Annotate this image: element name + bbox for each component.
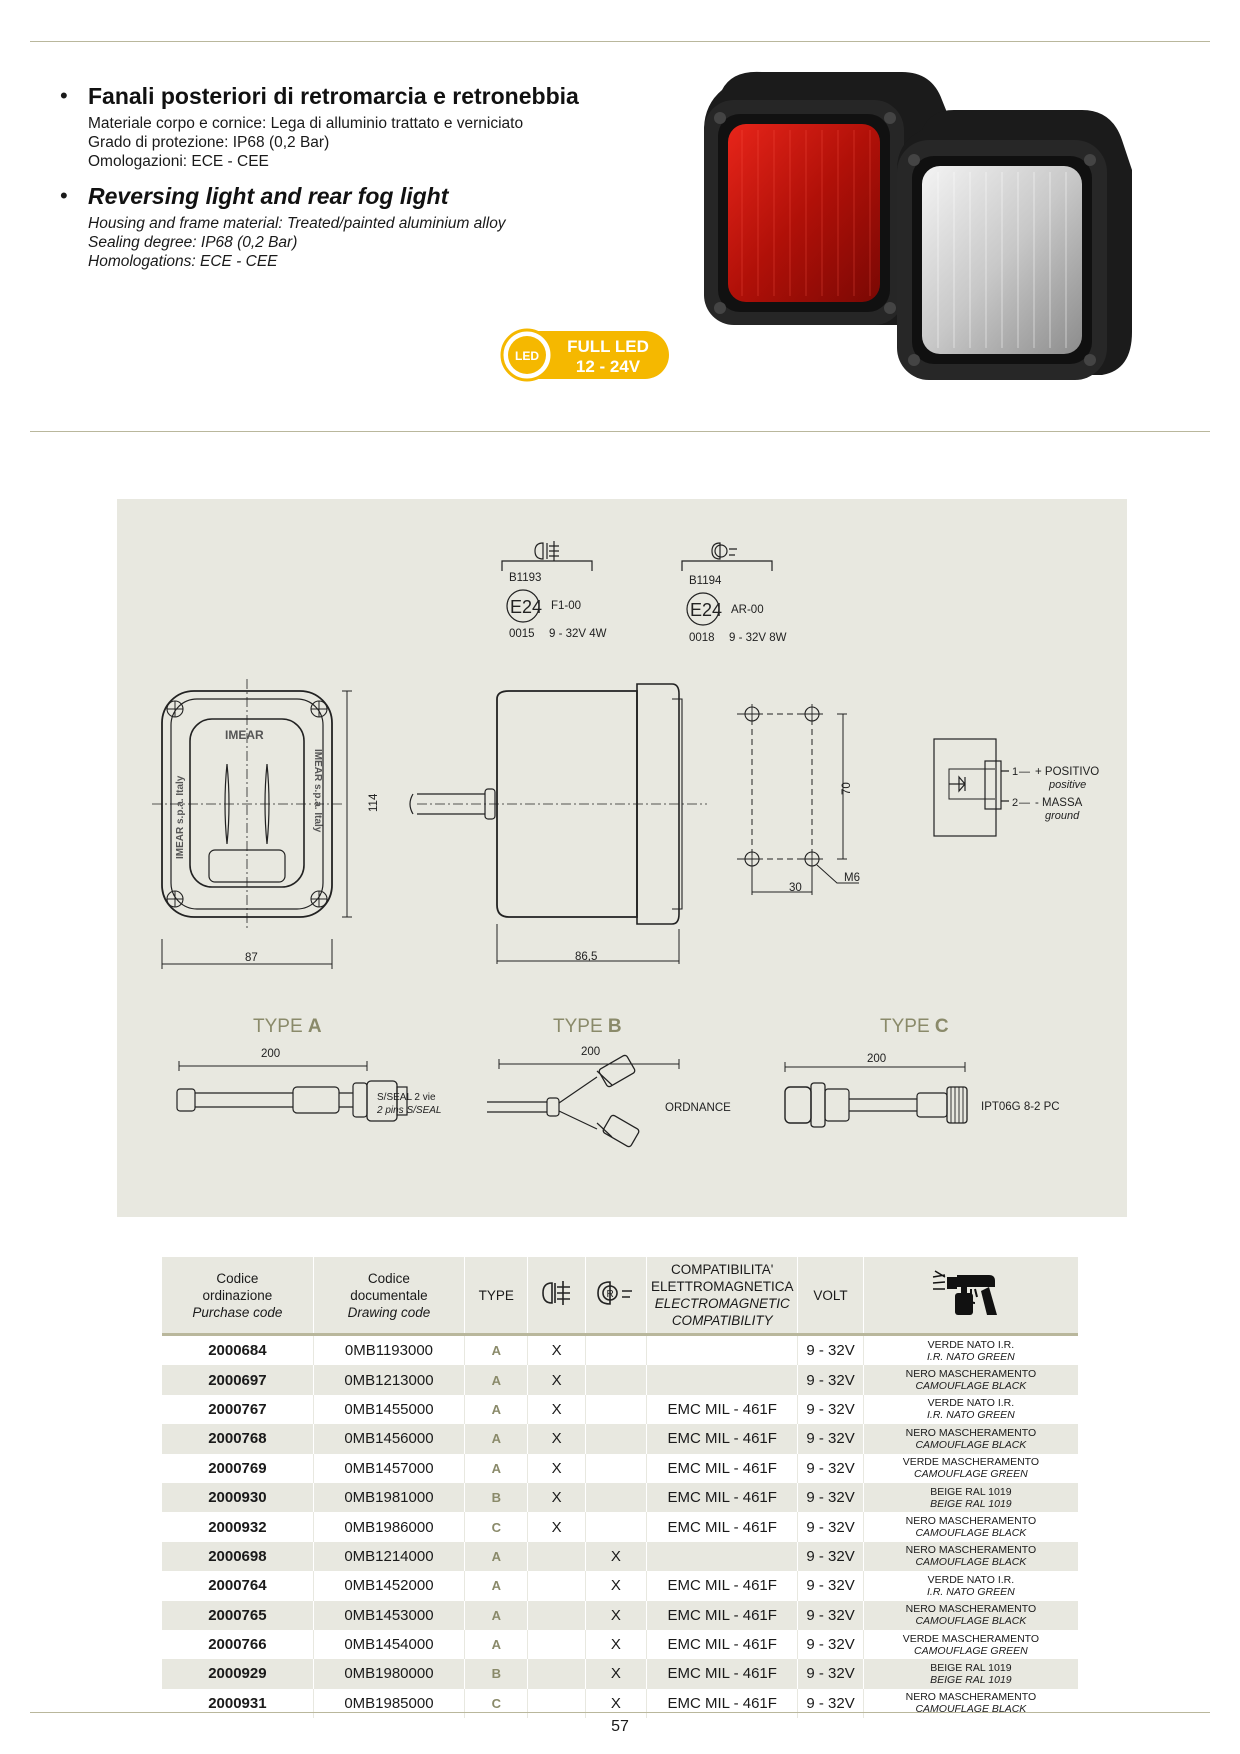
drawing-code: 0MB1980000: [313, 1659, 464, 1688]
volt-cell: 9 - 32V: [798, 1365, 863, 1394]
color-cell: BEIGE RAL 1019 BEIGE RAL 1019: [863, 1483, 1078, 1512]
spec-line-en: Homologations: ECE - CEE: [88, 253, 278, 270]
emc-cell: EMC MIL - 461F: [647, 1659, 798, 1688]
fog-cell: X: [528, 1483, 585, 1512]
type-cell: A: [465, 1630, 528, 1659]
svg-text:R: R: [606, 1289, 614, 1300]
drawing-code: 0MB1985000: [313, 1689, 464, 1718]
color-cell: VERDE NATO I.R. I.R. NATO GREEN: [863, 1571, 1078, 1600]
led-icon: LED: [515, 349, 539, 363]
dim-width: 87: [245, 952, 258, 964]
fog-cell: [528, 1689, 585, 1718]
table-row: [162, 1335, 1078, 1366]
purchase-code: 2000764: [208, 1577, 267, 1595]
page-number: 57: [611, 1718, 629, 1735]
e-mark: E24: [510, 597, 543, 617]
volt-cell: 9 - 32V: [798, 1454, 863, 1483]
dim-screw: M6: [844, 872, 860, 884]
header-color: [863, 1257, 1078, 1335]
side-view-drawing: [410, 684, 707, 964]
table-row: [162, 1601, 1078, 1630]
homolog-rule: AR-00: [731, 604, 764, 616]
emc-cell: EMC MIL - 461F: [647, 1601, 798, 1630]
volt-cell: 9 - 32V: [798, 1512, 863, 1541]
fog-cell: [528, 1659, 585, 1688]
drawing-code: 0MB1214000: [313, 1542, 464, 1571]
drawing-code: 0MB1456000: [313, 1424, 464, 1453]
drawing-code: 0MB1454000: [313, 1630, 464, 1659]
purchase-code: 2000929: [162, 1659, 313, 1688]
connector-it: S/SEAL 2 vie: [377, 1092, 436, 1103]
reverse-cell: X: [585, 1630, 646, 1659]
emc-cell: EMC MIL - 461F: [647, 1395, 798, 1424]
header-reverse: [585, 1257, 646, 1335]
title-it: Fanali posteriori di retromarcia e retronebbia: [88, 83, 579, 109]
color-cell: NERO MASCHERAMENTO CAMOUFLAGE BLACK: [863, 1542, 1078, 1571]
header-fog: [528, 1257, 585, 1335]
type-cell: A: [465, 1571, 528, 1600]
side-text-left: IMEAR s.p.a. Italy: [175, 775, 186, 859]
table-row: [162, 1689, 1078, 1718]
fog-light-icon: [547, 541, 559, 561]
reverse-cell: X: [585, 1542, 646, 1571]
table-row: [162, 1395, 1078, 1424]
color-cell: VERDE MASCHERAMENTO CAMOUFLAGE GREEN: [863, 1454, 1078, 1483]
drawing-code: 0MB1213000: [313, 1365, 464, 1394]
title-en-block: [60, 183, 680, 271]
fog-cell: [528, 1630, 585, 1659]
emc-cell: EMC MIL - 461F: [647, 1571, 798, 1600]
volt-cell: 9 - 32V: [798, 1630, 863, 1659]
title-en: Reversing light and rear fog light: [88, 183, 449, 209]
connector-en: 2 pins S/SEAL: [377, 1105, 442, 1116]
purchase-code: 2000684: [208, 1342, 267, 1360]
volt-cell: 9 - 32V: [798, 1483, 863, 1512]
purchase-code: 2000698: [162, 1542, 313, 1571]
pin-number: 2: [1012, 797, 1019, 809]
badge-line1: FULL LED: [567, 337, 649, 356]
table-header-row: [162, 1257, 1078, 1335]
fog-cell: X: [528, 1335, 585, 1366]
volt-cell: 9 - 32V: [798, 1424, 863, 1453]
drawing-code: 0MB1455000: [313, 1395, 464, 1424]
front-view-drawing: [152, 679, 380, 969]
homolog-num: 0015: [509, 628, 535, 640]
volt-cell: 9 - 32V: [798, 1542, 863, 1571]
pin-label-en: positive: [1049, 779, 1087, 791]
emc-cell: EMC MIL - 461F: [647, 1454, 798, 1483]
drawing-code: 0MB1986000: [313, 1512, 464, 1541]
type-c-drawing: [785, 1053, 1060, 1127]
fog-cell: X: [528, 1512, 585, 1541]
table-row: [162, 1454, 1078, 1483]
spec-line-en: Housing and frame material: Treated/painted aluminium alloy: [88, 215, 506, 232]
color-cell: VERDE NATO I.R. I.R. NATO GREEN: [863, 1395, 1078, 1424]
table-row: [162, 1483, 1078, 1512]
header-drawing-code: Codice documentale Drawing code: [313, 1257, 464, 1335]
type-cell: A: [465, 1335, 528, 1366]
white-lamp-image: [897, 110, 1132, 380]
e-mark: E24: [690, 600, 723, 620]
volt-cell: 9 - 32V: [798, 1659, 863, 1688]
reverse-cell: X: [585, 1601, 646, 1630]
fog-cell: X: [528, 1454, 585, 1483]
table-row: [162, 1542, 1078, 1571]
type-b-label: TYPE B: [553, 1016, 622, 1037]
fog-light-icon: [540, 1279, 574, 1307]
type-cell: A: [465, 1454, 528, 1483]
emc-cell: [647, 1335, 798, 1366]
purchase-code: 2000767: [208, 1400, 267, 1418]
color-cell: NERO MASCHERAMENTO CAMOUFLAGE BLACK: [863, 1689, 1078, 1718]
full-led-badge: [500, 328, 670, 382]
drawing-code: 0MB1452000: [313, 1571, 464, 1600]
spec-line-it: Materiale corpo e cornice: Lega di alluminio trattato e verniciato: [88, 115, 524, 132]
dim-depth: 86,5: [575, 951, 598, 963]
type-cell: B: [465, 1659, 528, 1688]
dim-height: 114: [368, 793, 380, 812]
table-row: [162, 1659, 1078, 1688]
technical-drawing-panel: [117, 499, 1127, 1217]
emc-cell: EMC MIL - 461F: [647, 1424, 798, 1453]
purchase-code: 2000932: [208, 1518, 267, 1536]
table-row: [162, 1512, 1078, 1541]
header-type: TYPE: [465, 1257, 528, 1335]
type-cell: A: [465, 1395, 528, 1424]
reverse-cell: [585, 1365, 646, 1394]
connector-label: ORDNANCE: [665, 1102, 731, 1114]
type-a-drawing: [177, 1048, 441, 1121]
badge-line2: 12 - 24V: [575, 357, 641, 376]
type-cell: C: [465, 1689, 528, 1718]
title-it-block: [60, 83, 680, 171]
purchase-code: 2000768: [162, 1424, 313, 1453]
emc-cell: EMC MIL - 461F: [647, 1630, 798, 1659]
type-cell: A: [465, 1365, 528, 1394]
fog-cell: X: [528, 1365, 585, 1394]
emc-cell: [647, 1542, 798, 1571]
type-a-label: TYPE A: [253, 1016, 322, 1037]
spec-line-en: Sealing degree: IP68 (0,2 Bar): [88, 234, 298, 251]
spec-line-it: Grado di protezione: IP68 (0,2 Bar): [88, 134, 330, 151]
hole-pattern-drawing: [737, 704, 860, 895]
drawing-code: 0MB1981000: [313, 1483, 464, 1512]
fog-cell: [528, 1601, 585, 1630]
emc-cell: EMC MIL - 461F: [647, 1512, 798, 1541]
bottom-rule: [30, 1712, 1210, 1713]
wiring-schematic: [934, 739, 1099, 836]
type-cell: C: [465, 1512, 528, 1541]
type-cell: B: [465, 1483, 528, 1512]
reverse-light-icon: [596, 1279, 636, 1307]
spec-line-it: Omologazioni: ECE - CEE: [88, 153, 269, 170]
color-cell: NERO MASCHERAMENTO CAMOUFLAGE BLACK: [863, 1424, 1078, 1453]
homolog-code: B1194: [689, 575, 722, 587]
fog-cell: [528, 1571, 585, 1600]
table-row: [162, 1630, 1078, 1659]
reverse-light-icon: [715, 545, 727, 557]
reverse-cell: [585, 1512, 646, 1541]
bullet: •: [60, 83, 68, 108]
volt-cell: 9 - 32V: [798, 1689, 863, 1718]
fog-cell: X: [528, 1424, 585, 1453]
cable-length: 200: [581, 1046, 601, 1058]
bullet: •: [60, 183, 68, 208]
type-letter: B: [607, 1016, 622, 1037]
header-block: [60, 83, 680, 271]
dim-hole-h: 30: [789, 882, 802, 894]
reverse-cell: X: [585, 1659, 646, 1688]
dim-hole-v: 70: [841, 782, 853, 795]
table-body: [162, 1335, 1078, 1719]
pin-number: 1: [1012, 766, 1019, 778]
header-emc: COMPATIBILITA' ELETTROMAGNETICA ELECTROMAGNETIC COMPATIBILITY: [647, 1257, 798, 1335]
pin-label-en: ground: [1045, 810, 1080, 822]
pin-label-it: - MASSA: [1035, 797, 1083, 809]
purchase-code: 2000769: [208, 1459, 267, 1477]
emc-cell: EMC MIL - 461F: [647, 1483, 798, 1512]
fog-cell: [528, 1542, 585, 1571]
volt-cell: 9 - 32V: [798, 1395, 863, 1424]
type-cell: A: [465, 1542, 528, 1571]
type-b-drawing: [487, 1046, 731, 1148]
color-cell: BEIGE RAL 1019 BEIGE RAL 1019: [863, 1659, 1078, 1688]
reverse-cell: [585, 1424, 646, 1453]
homolog-code: B1193: [509, 572, 542, 584]
table-row: [162, 1424, 1078, 1453]
cable-length: 200: [867, 1053, 887, 1065]
top-rule: [30, 41, 1210, 42]
svg-text:—: —: [1019, 766, 1030, 778]
type-letter: C: [934, 1016, 949, 1037]
homolog-spec: 9 - 32V 4W: [549, 628, 607, 640]
type-cell: A: [465, 1601, 528, 1630]
connector-label: IPT06G 8-2 PC: [981, 1101, 1060, 1113]
purchase-code: 2000766: [208, 1636, 267, 1654]
spray-gun-icon: [931, 1265, 1011, 1321]
drawing-code: 0MB1453000: [313, 1601, 464, 1630]
reverse-cell: X: [585, 1571, 646, 1600]
volt-cell: 9 - 32V: [798, 1571, 863, 1600]
svg-text:—: —: [1019, 797, 1030, 809]
table-row: [162, 1365, 1078, 1394]
reverse-cell: [585, 1454, 646, 1483]
color-cell: VERDE MASCHERAMENTO CAMOUFLAGE GREEN: [863, 1630, 1078, 1659]
homolog-spec: 9 - 32V 8W: [729, 632, 787, 644]
emc-cell: EMC MIL - 461F: [647, 1689, 798, 1718]
reverse-cell: [585, 1335, 646, 1366]
color-cell: VERDE NATO I.R. I.R. NATO GREEN: [863, 1335, 1078, 1366]
emc-cell: [647, 1365, 798, 1394]
side-text-right: IMEAR s.p.a. Italy: [312, 749, 323, 833]
reverse-cell: X: [585, 1689, 646, 1718]
drawing-code: 0MB1193000: [313, 1335, 464, 1366]
purchase-code: 2000765: [162, 1601, 313, 1630]
homolog-rule: F1-00: [551, 600, 582, 612]
front-brand: IMEAR: [225, 728, 264, 742]
homologation-fog: [502, 541, 607, 640]
type-cell: A: [465, 1424, 528, 1453]
drawing-code: 0MB1457000: [313, 1454, 464, 1483]
product-photo: [692, 70, 1152, 390]
middle-rule: [30, 431, 1210, 432]
type-letter: A: [307, 1016, 322, 1037]
fog-cell: X: [528, 1395, 585, 1424]
purchase-code: 2000931: [208, 1694, 267, 1712]
homologation-reverse: [682, 543, 787, 644]
color-cell: NERO MASCHERAMENTO CAMOUFLAGE BLACK: [863, 1601, 1078, 1630]
header-purchase-code: Codice ordinazione Purchase code: [162, 1257, 313, 1335]
homolog-num: 0018: [689, 632, 715, 644]
pin-label-it: + POSITIVO: [1035, 766, 1100, 778]
reverse-cell: [585, 1483, 646, 1512]
purchase-code: 2000697: [162, 1365, 313, 1394]
color-cell: NERO MASCHERAMENTO CAMOUFLAGE BLACK: [863, 1365, 1078, 1394]
color-cell: NERO MASCHERAMENTO CAMOUFLAGE BLACK: [863, 1512, 1078, 1541]
volt-cell: 9 - 32V: [798, 1601, 863, 1630]
product-table: [162, 1257, 1078, 1718]
table-row: [162, 1571, 1078, 1600]
type-c-label: TYPE C: [880, 1016, 949, 1037]
header-volt: VOLT: [798, 1257, 863, 1335]
volt-cell: 9 - 32V: [798, 1335, 863, 1366]
reverse-cell: [585, 1395, 646, 1424]
cable-length: 200: [261, 1048, 281, 1060]
purchase-code: 2000930: [162, 1483, 313, 1512]
